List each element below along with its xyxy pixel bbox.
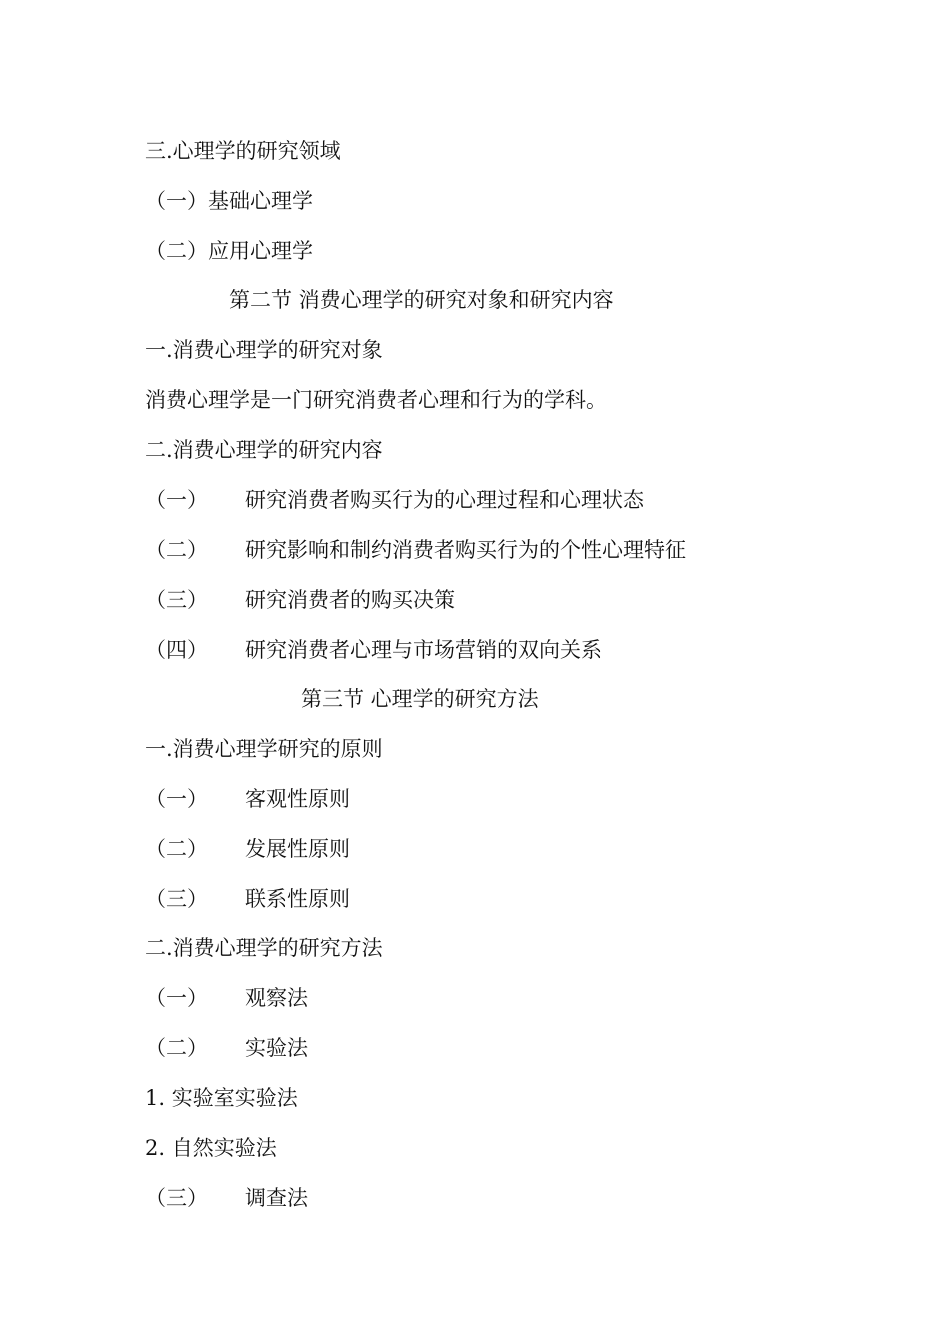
list-item-text: 发展性原则 <box>245 837 350 861</box>
heading-research-object: 一.消费心理学的研究对象 <box>145 338 383 362</box>
list-item-number: （一） <box>145 488 208 512</box>
list-item-number: （一） <box>145 986 208 1010</box>
list-item-number: （四） <box>145 638 208 662</box>
list-item-text: 调查法 <box>245 1186 308 1210</box>
list-item-number: （三） <box>145 887 208 911</box>
section-2-title: 第二节 消费心理学的研究对象和研究内容 <box>229 288 614 312</box>
list-item <box>145 885 350 913</box>
field-basic-psychology: （一）基础心理学 <box>145 189 313 213</box>
list-item-text: 研究影响和制约消费者购买行为的个性心理特征 <box>245 538 686 562</box>
list-item <box>145 984 308 1012</box>
section-3-title: 第三节 心理学的研究方法 <box>301 687 539 711</box>
list-item-number: （二） <box>145 1036 208 1060</box>
heading-research-principles: 一.消费心理学研究的原则 <box>145 737 383 761</box>
list-item <box>145 486 644 514</box>
list-item-text: 实验法 <box>245 1036 308 1060</box>
sub-item-natural-experiment: 2. 自然实验法 <box>145 1136 277 1160</box>
heading-research-fields: 三.心理学的研究领域 <box>145 139 341 163</box>
list-item-number: （二） <box>145 538 208 562</box>
heading-research-methods: 二.消费心理学的研究方法 <box>145 936 383 960</box>
field-applied-psychology: （二）应用心理学 <box>145 239 313 263</box>
list-item <box>145 1184 308 1212</box>
list-item-text: 研究消费者购买行为的心理过程和心理状态 <box>245 488 644 512</box>
list-item <box>145 586 455 614</box>
research-object-text: 消费心理学是一门研究消费者心理和行为的学科。 <box>145 388 607 412</box>
list-item <box>145 636 602 664</box>
list-item-text: 客观性原则 <box>245 787 350 811</box>
list-item-number: （三） <box>145 1186 208 1210</box>
list-item-text: 研究消费者的购买决策 <box>245 588 455 612</box>
list-item-text: 观察法 <box>245 986 308 1010</box>
list-item-number: （二） <box>145 837 208 861</box>
list-item <box>145 785 350 813</box>
list-item-number: （一） <box>145 787 208 811</box>
list-item <box>145 536 686 564</box>
list-item-number: （三） <box>145 588 208 612</box>
list-item <box>145 835 350 863</box>
heading-research-content: 二.消费心理学的研究内容 <box>145 438 383 462</box>
list-item-text: 研究消费者心理与市场营销的双向关系 <box>245 638 602 662</box>
sub-item-lab-experiment: 1. 实验室实验法 <box>145 1086 298 1110</box>
list-item-text: 联系性原则 <box>245 887 350 911</box>
list-item <box>145 1034 308 1062</box>
